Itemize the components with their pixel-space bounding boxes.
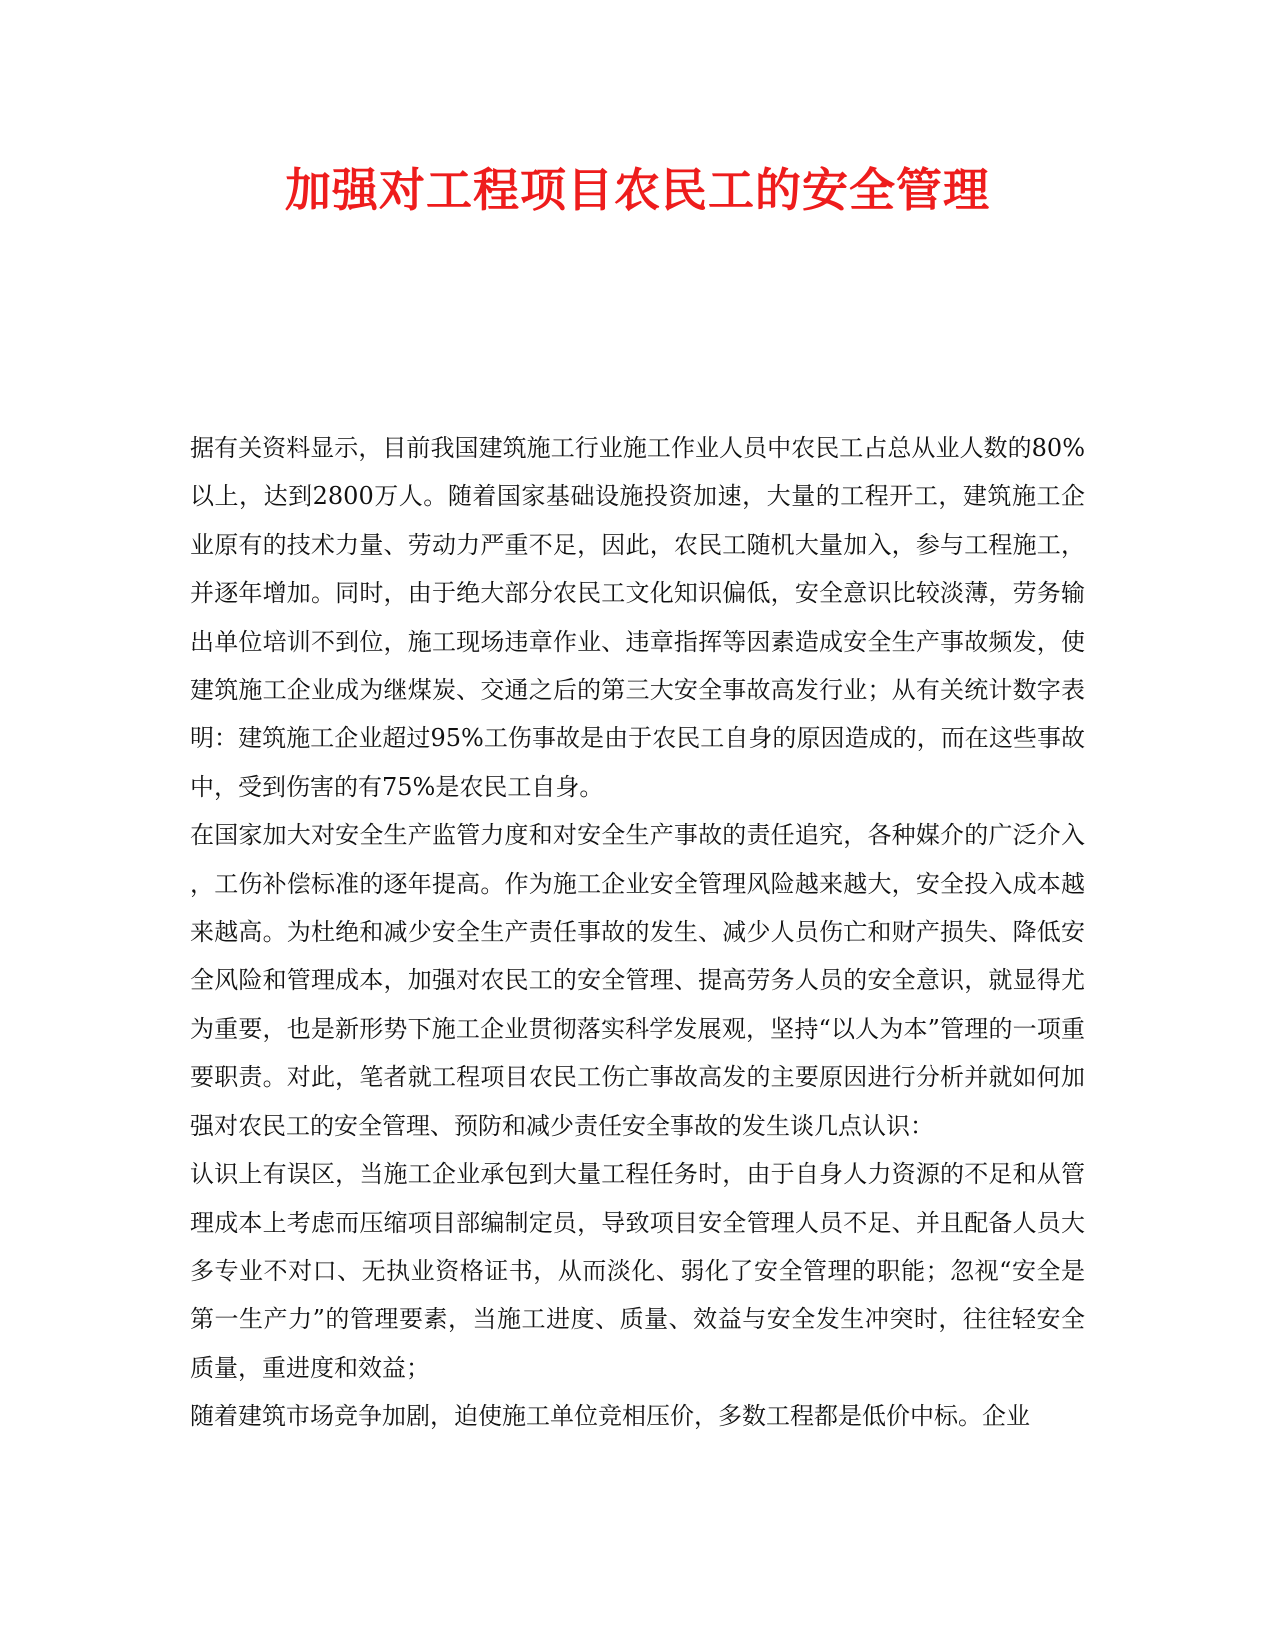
- paragraph-2: 在国家加大对安全生产监管力度和对安全生产事故的责任追究，各种媒介的广泛介入，工伤补偿标准的逐年提高。作为施工企业安全管理风险越来越大，安全投入成本越来越高。为杜绝和减少安全生产责任事故的发生、减少人员伤亡和财产损失、降低安全风险和管理成本，加强对农民工的安全管理、提高劳务人员的安全意识，就显得尤为重要，也是新形势下施工企业贯彻落实科学发展观，坚持“以人为本”管理的一项重要职责。对此，笔者就工程项目农民工伤亡事故高发的主要原因进行分析并就如何加强对农民工的安全管理、预防和减少责任安全事故的发生谈几点认识：: [190, 821, 1085, 1140]
- document-title: 加强对工程项目农民工的安全管理: [285, 163, 990, 217]
- paragraph-3: 认识上有误区，当施工企业承包到大量工程任务时，由于自身人力资源的不足和从管理成本上考虑而压缩项目部编制定员，导致项目安全管理人员不足、并且配备人员大多专业不对口、无执业资格证书，从而淡化、弱化了安全管理的职能；忽视“安全是第一生产力”的管理要素，当施工进度、质量、效益与安全发生冲突时，往往轻安全质量，重进度和效益；: [190, 1160, 1085, 1382]
- document-body: [190, 424, 1085, 1441]
- paragraph-4: 随着建筑市场竞争加剧，迫使施工单位竞相压价，多数工程都是低价中标。企业: [190, 1402, 1030, 1431]
- paragraph-1: 据有关资料显示，目前我国建筑施工行业施工作业人员中农民工占总从业人数的80%以上，达到2800万人。随着国家基础设施投资加速，大量的工程开工，建筑施工企业原有的技术力量、劳动力严重不足，因此，农民工随机大量加入，参与工程施工，并逐年增加。同时，由于绝大部分农民工文化知识偏低，安全意识比较淡薄，劳务输出单位培训不到位，施工现场违章作业、违章指挥等因素造成安全生产事故频发，使建筑施工企业成为继煤炭、交通之后的第三大安全事故高发行业；从有关统计数字表明：建筑施工企业超过95%工伤事故是由于农民工自身的原因造成的，而在这些事故中，受到伤害的有75%是农民工自身。: [190, 434, 1085, 801]
